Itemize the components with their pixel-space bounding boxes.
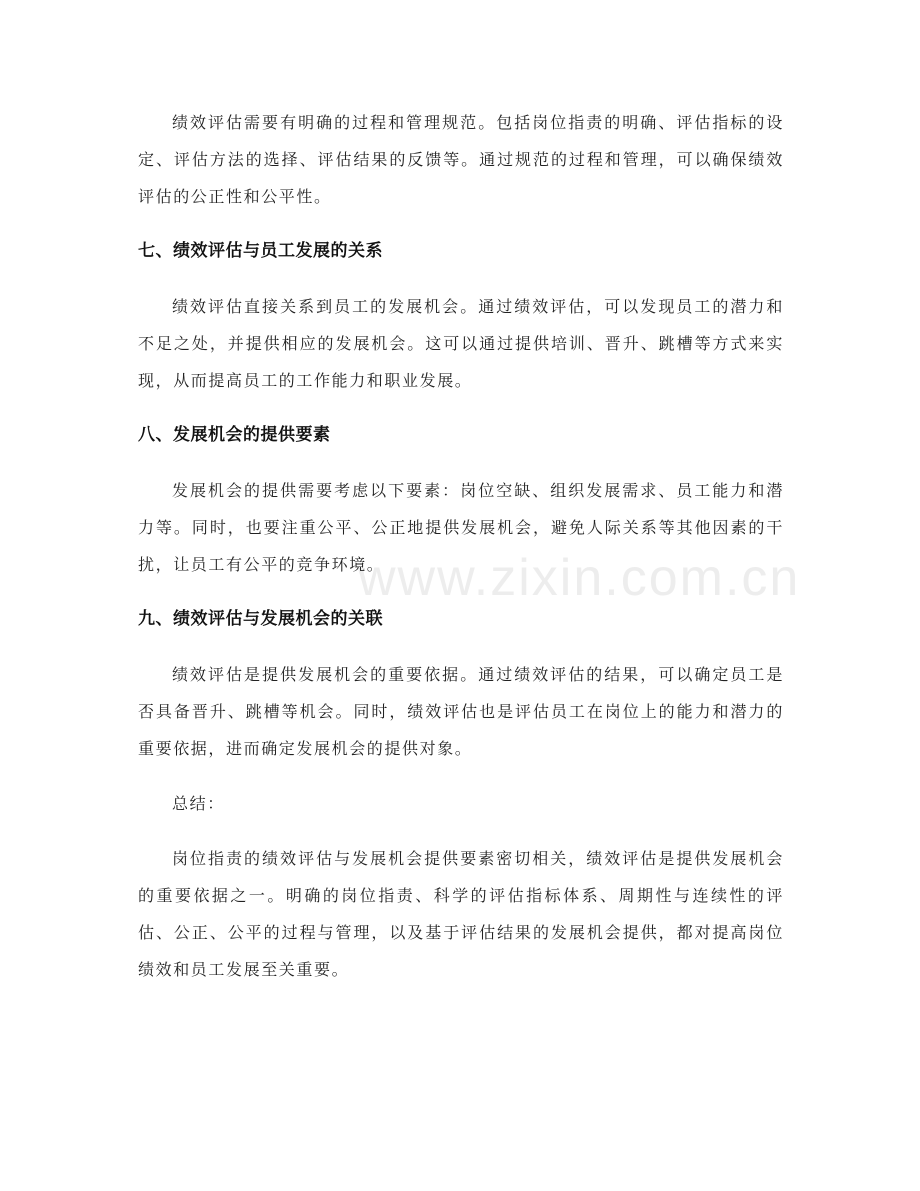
paragraph-summary: 岗位指责的绩效评估与发展机会提供要素密切相关，绩效评估是提供发展机会的重要依据之一。明确的岗位指责、科学的评估指标体系、周期性与连续性的评估、公正、公平的过程与管理，以及基于评估结果的发展机会提供，都对提高岗位绩效和员工发展至关重要。	[138, 849, 784, 979]
paragraph-evaluation-link: 绩效评估是提供发展机会的重要依据。通过绩效评估的结果，可以确定员工是否具备晋升、跳槽等机会。同时，绩效评估也是评估员工在岗位上的能力和潜力的重要依据，进而确定发展机会的提供对象。	[138, 665, 784, 758]
paragraph-employee-development: 绩效评估直接关系到员工的发展机会。通过绩效评估，可以发现员工的潜力和不足之处，并提供相应的发展机会。这可以通过提供培训、晋升、跳槽等方式来实现，从而提高员工的工作能力和职业发展。	[138, 297, 784, 390]
document-body	[138, 104, 784, 1006]
paragraph-opportunity-factors: 发展机会的提供需要考虑以下要素：岗位空缺、组织发展需求、员工能力和潜力等。同时，也要注重公平、公正地提供发展机会，避免人际关系等其他因素的干扰，让员工有公平的竞争环境。	[138, 481, 784, 574]
paragraph-process-norms: 绩效评估需要有明确的过程和管理规范。包括岗位指责的明确、评估指标的设定、评估方法的选择、评估结果的反馈等。通过规范的过程和管理，可以确保绩效评估的公正性和公平性。	[138, 113, 784, 206]
section-heading-7: 七、绩效评估与员工发展的关系	[138, 241, 383, 261]
section-heading-8: 八、发展机会的提供要素	[138, 425, 331, 445]
summary-label: 总结：	[172, 794, 225, 813]
watermark: www.zixin.com.cn	[358, 549, 801, 607]
section-heading-9: 九、绩效评估与发展机会的关联	[138, 609, 383, 629]
